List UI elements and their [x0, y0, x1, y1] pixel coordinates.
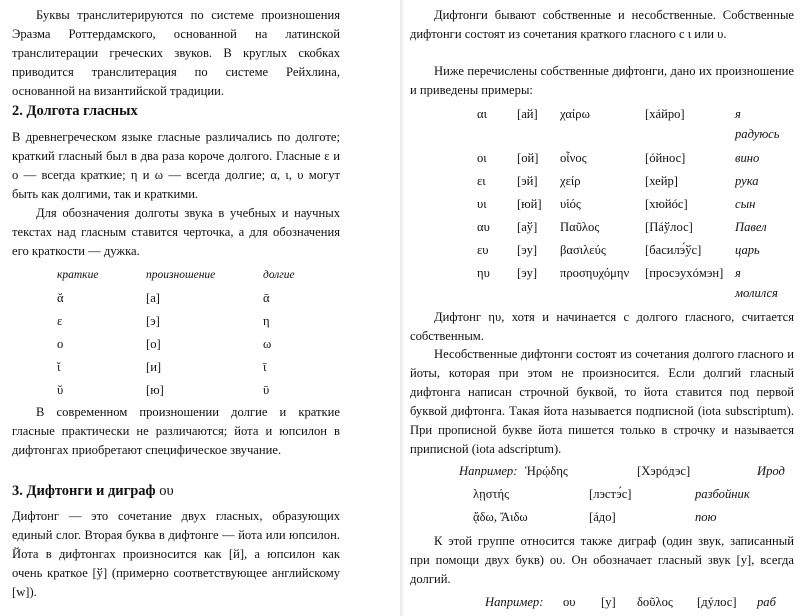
- right-paragraph-5: К этой группе относится также диграф (один звук, записанный при помощи двух букв) ου. Он обозначает гласный звук [у], всегда долгий.: [410, 534, 794, 586]
- example-label: Например:: [485, 595, 544, 609]
- section-2-heading: 2. Долгота гласных: [12, 103, 138, 119]
- header-long: долгие: [263, 269, 295, 281]
- section-2-paragraph-1: В древнегреческом языке гласные различались по долготе; краткий гласный был в два раза короче долгого. Гласные ε и ο — всегда краткие; η и ω — всегда долгие; α, ι, υ могут быть как долгими, так и краткими.: [12, 130, 340, 201]
- section-3-heading: 3. Дифтонги и диграф ου: [12, 483, 174, 499]
- right-page: Дифтонги бывают собственные и несобственные. Собственные дифтонги состоят из сочетания краткого гласного с ι или υ. Ниже перечислены собственные дифтонги, дано их произношение и приведены примеры: αι [ай] χαίρω [хáйро] я радуюсь οι [ой] οἶνος [óйнос] вино ει [эй] χείρ [хейр] рука υι [юй] υἱός [хюйóс] сын αυ [аў] Παῦλος [Пáўлос] Павел ευ [эу] βασιλεύς [басилэ́ўс] царь ηυ [эу] προσηυχόμην [просэухóмэн] я молился Дифтонг ηυ, хотя и начинается с долгого гласного, считается собственным. Несобственные дифтонги состоят из сочетания долгого гласного и йоты, которая при этом не произносится. Если долгий гласный дифтонга написан строчной буквой, то йота ставится под первой буквой дифтонга. Такая йота называется подписной (iota subscriptum). При прописной букве йота пишется только в строчку и называется приписной (iota adscriptum). Например: Ἡρῴδης [Хэрóдэс] Ирод λῃστής [лэстэ́с] разбойник ᾄδω, Ἄιδω [áдо] пою К этой группе относится также диграф (один звук, записанный при помощи двух букв) ου. Он обозначает гласный звук [у], всегда долгий. Например: ου [у] δοῦλος [дýлос] раб: [405, 0, 800, 616]
- intro-paragraph: Буквы транслитерируются по системе произношения Эразма Роттердамского, основанной на латинской транслитерации греческих звуков. В круглых скобках приводится транслитерация по системе Рейхлина, основанной на византийской традиции.: [12, 8, 340, 98]
- right-paragraph-3: Дифтонг ηυ, хотя и начинается с долгого гласного, считается собственным.: [410, 310, 794, 343]
- right-paragraph-4: Несобственные дифтонги состоят из сочетания долгого гласного и йоты, которая при этом не произносится. Если долгий гласный дифтонга написан строчной буквой, то йота ставится под первой буквой дифтонга. Такая йота называется подписной (iota subscriptum). При прописной букве йота пишется только в строчку и называется приписной (iota adscriptum).: [410, 347, 794, 456]
- example-label: Например:: [459, 464, 518, 478]
- header-pronunciation: произношение: [146, 269, 216, 281]
- header-short: краткие: [57, 269, 99, 281]
- left-page: Буквы транслитерируются по системе произношения Эразма Роттердамского, основанной на латинской транслитерации греческих звуков. В круглых скобках приводится транслитерация по системе Рейхлина, основанной на византийской традиции. 2. Долгота гласных В древнегреческом языке гласные различались по долготе; краткий гласный был в два раза короче долгого. Гласные ε и ο — всегда краткие; η и ω — всегда долгие; α, ι, υ могут быть как долгими, так и краткими. Для обозначения долготы звука в учебных и научных текстах над гласным ставится черточка, а для обозначения его краткости — дужка. краткие произношение долгие ᾰ [а] ᾱ ε [э] η ο [о] ω ῐ [и] ῑ ῠ [ю] ῡ В современном произношении долгие и краткие гласные практически не различаются; йота и юпсилон в дифтонгах приобретают специфическое звучание. 3. Дифтонги и диграф ου Дифтонг — это сочетание двух гласных, образующих единый слог. Вторая буква в дифтонге — йота или юпсилон. Йота в дифтонгах произносится как [й], а юпсилон как очень краткое [ў] (примерно соответствующее английскому [w]).: [0, 0, 400, 616]
- right-paragraph-2: Ниже перечислены собственные дифтонги, дано их произношение и приведены примеры:: [410, 64, 794, 97]
- section-3-paragraph-1: Дифтонг — это сочетание двух гласных, образующих единый слог. Вторая буква в дифтонге — йота или юпсилон. Йота в дифтонгах произносится как [й], а юпсилон как очень краткое [ў] (примерно соответствующее английскому [w]).: [12, 509, 340, 599]
- section-2-paragraph-2: Для обозначения долготы звука в учебных и научных текстах над гласным ставится черточка, а для обозначения его краткости — дужка.: [12, 206, 340, 258]
- right-paragraph-1: Дифтонги бывают собственные и несобственные. Собственные дифтонги состоят из сочетания краткого гласного с ι или υ.: [410, 8, 794, 41]
- section-2-paragraph-3: В современном произношении долгие и краткие гласные практически не различаются; йота и юпсилон в дифтонгах приобретают специфическое звучание.: [12, 405, 340, 457]
